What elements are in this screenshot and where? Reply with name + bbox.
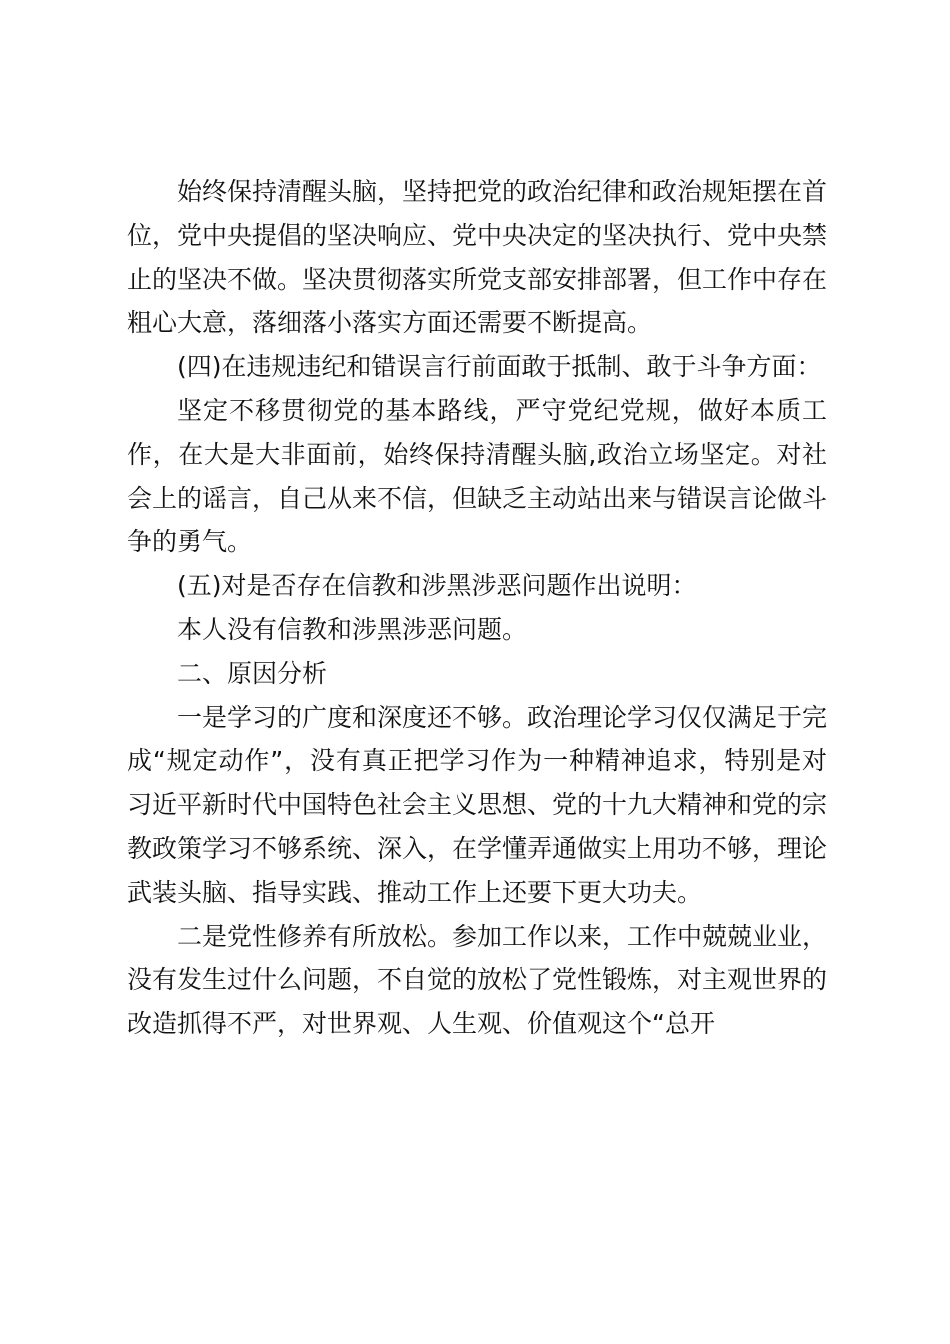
paragraph-resist-and-struggle: 坚定不移贯彻党的基本路线，严守党纪党规，做好本质工作，在大是大非面前，始终保持清醒头脑,政治立场坚定。对社会上的谣言，自己从来不信，但缺乏主动站出来与错误言论做斗争的勇气。 bbox=[127, 395, 828, 557]
paragraph-cause-one-study: 一是学习的广度和深度还不够。政治理论学习仅仅满足于完成“规定动作”，没有真正把学习作为一种精神追求，特别是对习近平新时代中国特色社会主义思想、党的十九大精神和党的宗教政策学习不够系统、深入，在学懂弄通做实上用功不够，理论武装头脑、指导实践、推动工作上还要下更大功夫。 bbox=[127, 702, 828, 907]
heading-cause-analysis: 二、原因分析 bbox=[177, 658, 328, 688]
heading-section-five: (五)对是否存在信教和涉黑涉恶问题作出说明： bbox=[177, 571, 697, 601]
document-body bbox=[127, 170, 827, 1046]
paragraph-no-religion-statement: 本人没有信教和涉黑涉恶问题。 bbox=[177, 614, 528, 644]
heading-section-four: (四)在违规违纪和错误言行前面敢于抵制、敢于斗争方面： bbox=[177, 352, 822, 382]
paragraph-political-discipline: 始终保持清醒头脑，坚持把党的政治纪律和政治规矩摆在首位，党中央提倡的坚决响应、党中央决定的坚决执行、党中央禁止的坚决不做。坚决贯彻落实所党支部安排部署，但工作中存在粗心大意，落细落小落实方面还需要不断提高。 bbox=[127, 177, 828, 338]
paragraph-cause-two-party-spirit: 二是党性修养有所放松。参加工作以来，工作中兢兢业业，没有发生过什么问题，不自觉的放松了党性锻炼，对主观世界的改造抓得不严，对世界观、人生观、价值观这个“总开 bbox=[127, 921, 828, 1039]
